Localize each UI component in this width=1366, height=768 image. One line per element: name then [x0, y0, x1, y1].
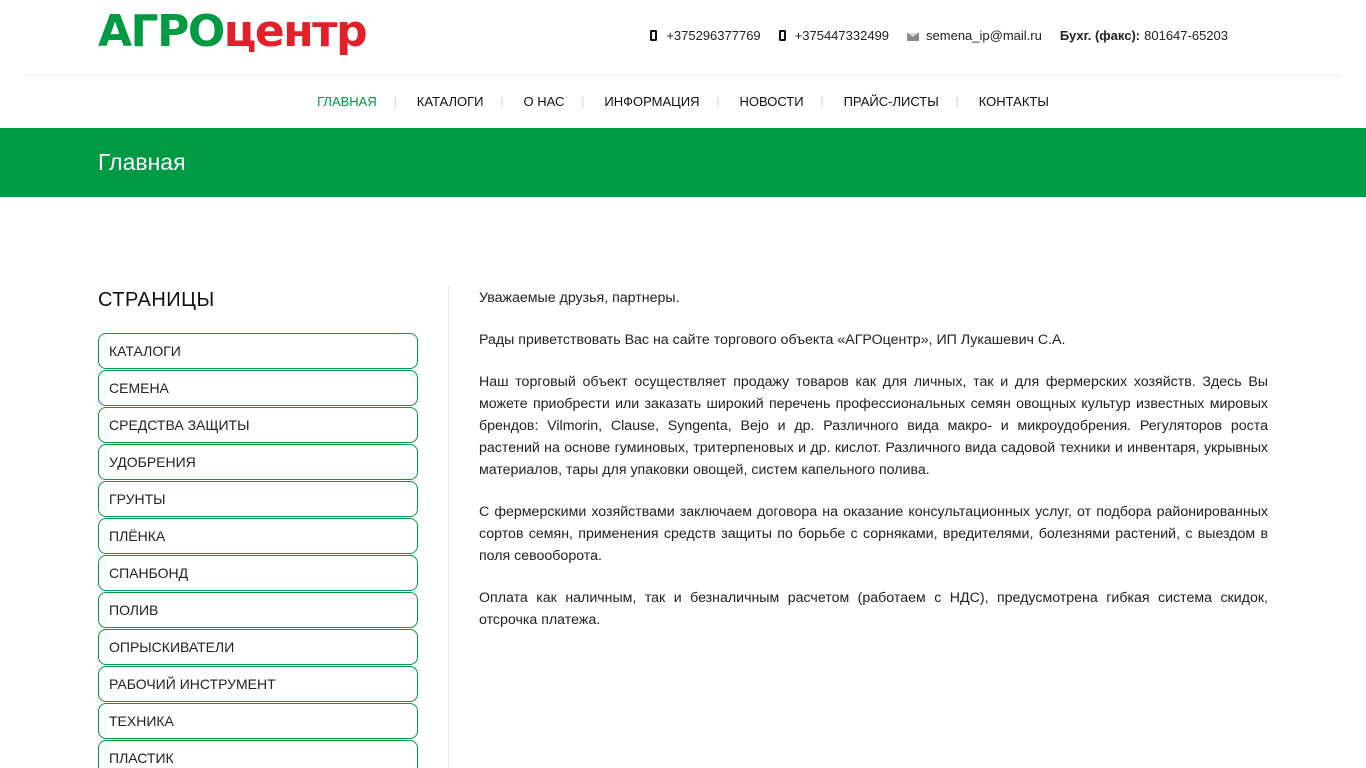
sidebar [98, 285, 418, 768]
sidebar-item-fertilizers[interactable]: УДОБРЕНИЯ [98, 444, 418, 480]
page-banner [0, 128, 1366, 197]
nav-item-contacts[interactable]: | КОНТАКТЫ [959, 76, 1069, 128]
site-header [0, 0, 1366, 76]
column-divider [448, 286, 449, 768]
fax-value: 801647-65203 [1144, 28, 1228, 43]
fax-label: Бухг. (факс): [1059, 28, 1141, 43]
content-paragraph-4: С фермерскими хозяйствами заключаем договора на оказание консультационных услуг, от подбора районированных сортов семян, применения средств защиты по борьбе с сорняками, вредителями, болезнями растений, с выездом в поля севооборота. [479, 504, 1268, 564]
phone-1-text: +375296377769 [666, 28, 761, 43]
phone-2-text: +375447332499 [794, 28, 890, 43]
content-paragraph-3: Наш торговый объект осуществляет продажу товаров как для личных, так и для фермерских хозяйств. Здесь Вы можете приобрести или заказать широкий перечень профессиональных семян овощных культур известных мировых брендов: Vilmorin, Clause, Syngenta, Bejo и др. Различного вида макро- и микроудобрения. Регуляторов роста растений на основе гуминовых, тритерпеновых и др. кислот. Различного вида садовой техники и инвентаря, укрывных материалов, тары для упаковки овощей, систем капельного полива. [479, 374, 1268, 478]
sidebar-item-film[interactable]: ПЛЁНКА [98, 518, 418, 554]
sidebar-item-sprayers[interactable]: ОПРЫСКИВАТЕЛИ [98, 629, 418, 665]
phone-icon [779, 30, 786, 41]
logo-part-centr: центр [223, 6, 367, 57]
content-paragraph-1: Уважаемые друзья, партнеры. [479, 290, 680, 306]
phone-icon [650, 30, 657, 41]
page-title: Главная [98, 149, 186, 175]
nav-item-about[interactable]: | О НАС [503, 76, 584, 128]
content-paragraph-5: Оплата как наличным, так и безналичным расчетом (работаем с НДС), предусмотрена гибкая система скидок, отсрочка платежа. [479, 590, 1268, 628]
sidebar-item-watering[interactable]: ПОЛИВ [98, 592, 418, 628]
sidebar-item-tools[interactable]: РАБОЧИЙ ИНСТРУМЕНТ [98, 666, 418, 702]
nav-item-catalogs[interactable]: | КАТАЛОГИ [397, 76, 504, 128]
main-content [479, 287, 1268, 651]
mail-icon [907, 33, 919, 41]
sidebar-item-spunbond[interactable]: СПАНБОНД [98, 555, 418, 591]
nav-item-information[interactable]: | ИНФОРМАЦИЯ [584, 76, 719, 128]
header-contacts [650, 28, 1228, 43]
contact-phone-2[interactable] [779, 28, 889, 43]
contact-email[interactable] [907, 28, 1042, 43]
sidebar-item-plastic[interactable]: ПЛАСТИК [98, 740, 418, 768]
sidebar-item-seeds[interactable]: СЕМЕНА [98, 370, 418, 406]
main-nav [0, 76, 1366, 128]
sidebar-item-soils[interactable]: ГРУНТЫ [98, 481, 418, 517]
sidebar-title: СТРАНИЦЫ [98, 289, 215, 311]
content-paragraph-2: Рады приветствовать Вас на сайте торгового объекта «АГРОцентр», ИП Лукашевич С.А. [479, 332, 1066, 348]
sidebar-item-catalogs[interactable]: КАТАЛОГИ [98, 333, 418, 369]
logo-part-agro: АГРО [98, 6, 224, 57]
sidebar-item-machinery[interactable]: ТЕХНИКА [98, 703, 418, 739]
contact-fax [1060, 28, 1228, 43]
nav-item-home[interactable]: ГЛАВНАЯ [317, 94, 377, 109]
nav-item-price-lists[interactable]: | ПРАЙС-ЛИСТЫ [824, 76, 959, 128]
email-text: semena_ip@mail.ru [926, 28, 1042, 43]
contact-phone-1[interactable] [650, 28, 760, 43]
nav-item-news[interactable]: | НОВОСТИ [719, 76, 823, 128]
site-logo[interactable] [98, 6, 366, 58]
sidebar-item-protection[interactable]: СРЕДСТВА ЗАЩИТЫ [98, 407, 418, 443]
